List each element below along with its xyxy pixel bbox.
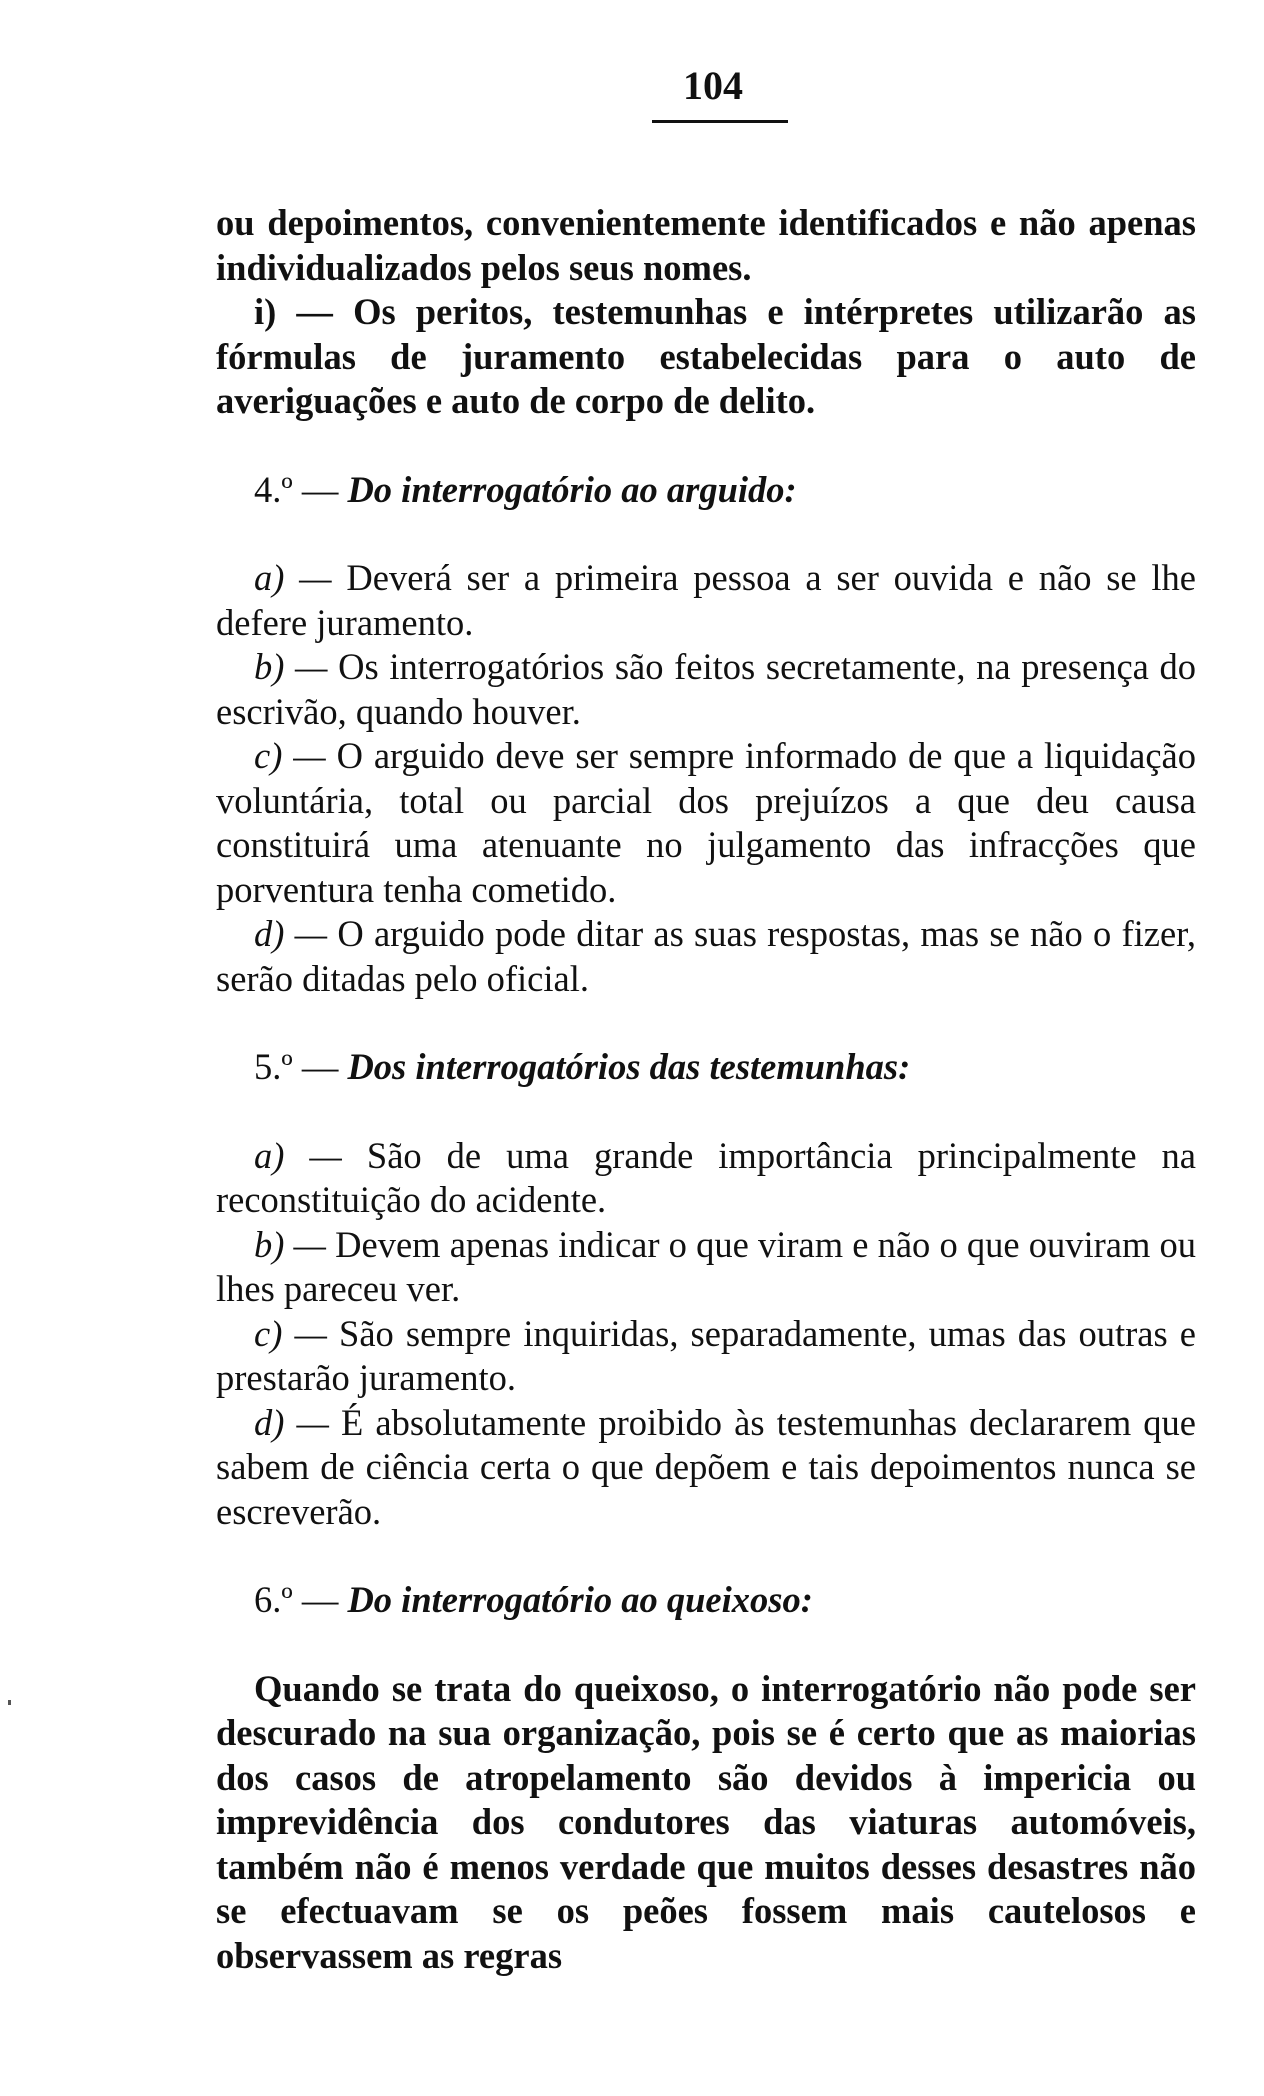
section-4-heading (254, 468, 1196, 513)
item-text: O arguido deve ser sempre informado de que a liquidação voluntária, total ou parcial dos prejuízos a que deu causa constituirá uma atenuante no julgamento das infracções que porventura tenha cometido. (216, 735, 1197, 910)
item-label: d) — (254, 1401, 329, 1443)
item-label: c) — (254, 1312, 327, 1354)
continuation-paragraph: ou depoimentos, convenientemente identificados e não apenas individualizados pelos seus nomes. (216, 202, 1196, 288)
section-6-number: 6.º — (254, 1579, 339, 1620)
item-text: É absolutamente proibido às testemunhas declararem que sabem de ciência certa o que depõem e tais depoimentos nunca se escreverão. (216, 1401, 1197, 1532)
item-text: Os interrogatórios são feitos secretamente, na presença do escrivão, quando houver. (216, 646, 1197, 732)
section-5-title: Dos interrogatórios das testemunhas: (347, 1046, 911, 1087)
scan-speck (8, 1700, 11, 1705)
section-4-item-a (216, 556, 1196, 645)
section-6-heading (254, 1578, 1196, 1623)
item-text: São de uma grande importância principalmente na reconstituição do acidente. (216, 1134, 1197, 1220)
section-5-item-c (216, 1312, 1196, 1401)
section-5-heading (254, 1045, 1196, 1090)
item-label: b) — (254, 646, 328, 687)
section-4-number: 4.º — (254, 468, 339, 510)
item-text: São sempre inquiridas, separadamente, umas das outras e prestarão juramento. (216, 1312, 1197, 1398)
item-label: a) — (254, 557, 332, 598)
page-number: 104 (683, 63, 743, 108)
item-i-paragraph: i) — Os peritos, testemunhas e intérpretes utilizarão as fórmulas de juramento estabelecidas para o auto de averiguações e auto de corpo de delito. (216, 291, 1196, 421)
item-label: a) — (254, 1134, 342, 1176)
item-text: Deverá ser a primeira pessoa a ser ouvida e não se lhe defere juramento. (216, 557, 1197, 643)
section-6-paragraph: Quando se trata do queixoso, o interrogatório não pode ser descurado na sua organização, pois se é certo que as maiorias dos casos de atropelamento são devidos à impericia ou imprevidência dos condutores das viaturas automóveis, também não é menos verdade que muitos desses desastres não se efectuavam se os peões fossem mais cautelosos e observassem as regras (216, 1667, 1196, 1976)
body-text (216, 201, 1196, 1978)
item-label: c) — (254, 735, 326, 776)
section-5-item-a (216, 1134, 1196, 1223)
section-5-item-b (216, 1223, 1196, 1312)
page-number-rule (652, 120, 788, 123)
section-5-item-d (216, 1401, 1196, 1535)
item-text: O arguido pode ditar as suas respostas, mas se não o fizer, serão ditadas pelo oficial. (216, 913, 1196, 999)
section-6-title: Do interrogatório ao queixoso: (347, 1579, 813, 1620)
section-4-title: Do interrogatório ao arguido: (347, 468, 797, 510)
item-label: b) — (254, 1223, 327, 1265)
section-4-item-c (216, 734, 1196, 912)
section-4-item-b (216, 645, 1196, 734)
page-content (216, 60, 1196, 1978)
item-text: Devem apenas indicar o que viram e não o que ouviram ou lhes pareceu ver. (216, 1223, 1196, 1309)
item-label: d) — (254, 913, 328, 954)
section-5-number: 5.º — (254, 1046, 339, 1087)
section-4-item-d (216, 912, 1196, 1001)
